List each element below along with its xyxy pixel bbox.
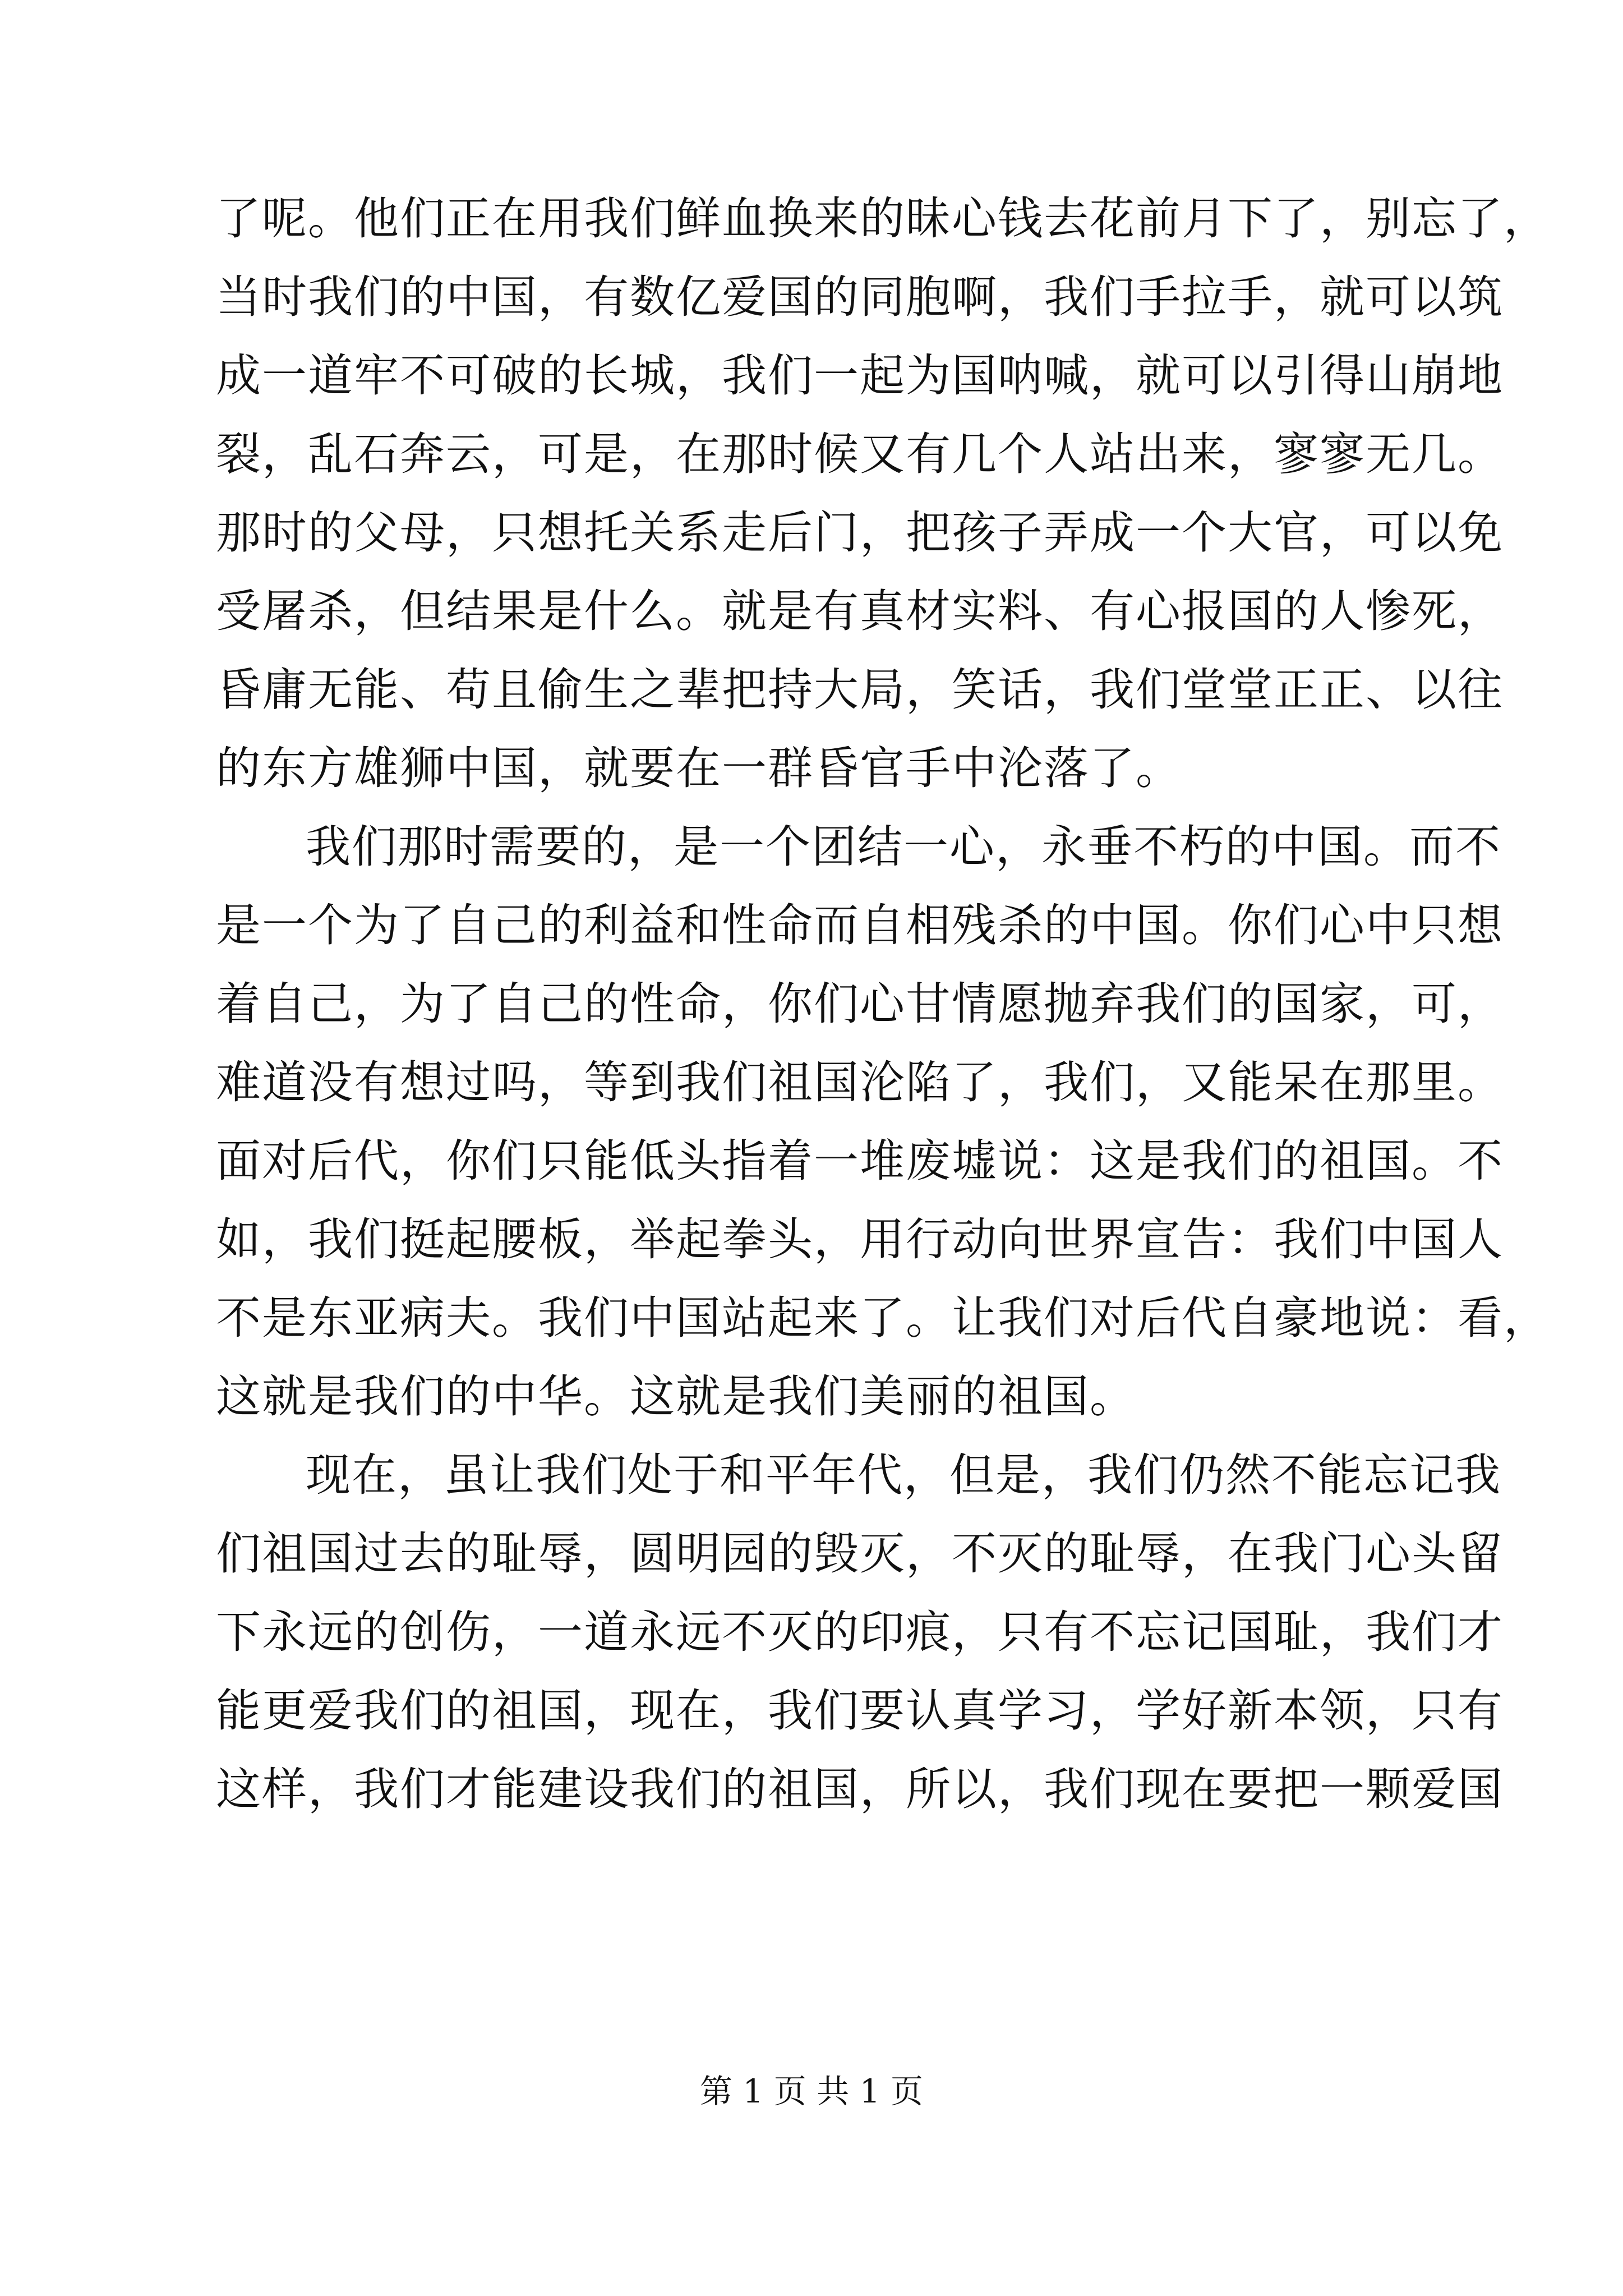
text-line: 着自己，为了自己的性命，你们心甘情愿抛弃我们的国家，可， bbox=[216, 978, 1504, 1030]
text-line: 难道没有想过吗，等到我们祖国沦陷了，我们，又能呆在那里。 bbox=[216, 1056, 1504, 1108]
text-line: 当时我们的中国，有数亿爱国的同胞啊，我们手拉手，就可以筑 bbox=[216, 271, 1504, 323]
body-text bbox=[216, 180, 1550, 1829]
text-line: 们祖国过去的耻辱，圆明园的毁灭，不灭的耻辱，在我门心头留 bbox=[216, 1527, 1504, 1580]
text-line: 如，我们挺起腰板，举起拳头，用行动向世界宣告：我们中国人 bbox=[216, 1213, 1504, 1266]
text-line: 裂，乱石奔云，可是，在那时候又有几个人站出来，寥寥无几。 bbox=[216, 428, 1504, 480]
text-line: 昏庸无能、苟且偷生之辈把持大局，笑话，我们堂堂正正、以往 bbox=[216, 664, 1504, 716]
text-line: 受屠杀，但结果是什么。就是有真材实料、有心报国的人惨死， bbox=[216, 585, 1504, 637]
text-line: 不是东亚病夫。我们中国站起来了。让我们对后代自豪地说：看， bbox=[216, 1292, 1550, 1344]
text-line: 面对后代，你们只能低头指着一堆废墟说：这是我们的祖国。不 bbox=[216, 1135, 1504, 1187]
paragraph-first-line: 我们那时需要的，是一个团结一心，永垂不朽的中国。而不 bbox=[306, 821, 1501, 873]
paragraph-first-line: 现在，虽让我们处于和平年代，但是，我们仍然不能忘记我 bbox=[306, 1449, 1501, 1501]
text-line: 的东方雄狮中国，就要在一群昏官手中沦落了。 bbox=[216, 742, 1182, 794]
text-line: 那时的父母，只想托关系走后门，把孩子弄成一个大官，可以免 bbox=[216, 507, 1504, 559]
text-line: 成一道牢不可破的长城，我们一起为国呐喊，就可以引得山崩地 bbox=[216, 349, 1504, 402]
text-line: 这样，我们才能建设我们的祖国，所以，我们现在要把一颗爱国 bbox=[216, 1763, 1504, 1815]
text-line: 了呢。他们正在用我们鲜血换来的昧心钱去花前月下了，别忘了， bbox=[216, 192, 1550, 245]
text-line: 这就是我们的中华。这就是我们美丽的祖国。 bbox=[216, 1370, 1136, 1423]
text-line: 是一个为了自己的利益和性命而自相残杀的中国。你们心中只想 bbox=[216, 899, 1504, 951]
text-line: 能更爱我们的祖国，现在，我们要认真学习，学好新本领，只有 bbox=[216, 1685, 1504, 1737]
page-number-footer: 第 1 页 共 1 页 bbox=[700, 2072, 923, 2110]
text-line: 下永远的创伤，一道永远不灭的印痕，只有不忘记国耻，我们才 bbox=[216, 1606, 1504, 1658]
